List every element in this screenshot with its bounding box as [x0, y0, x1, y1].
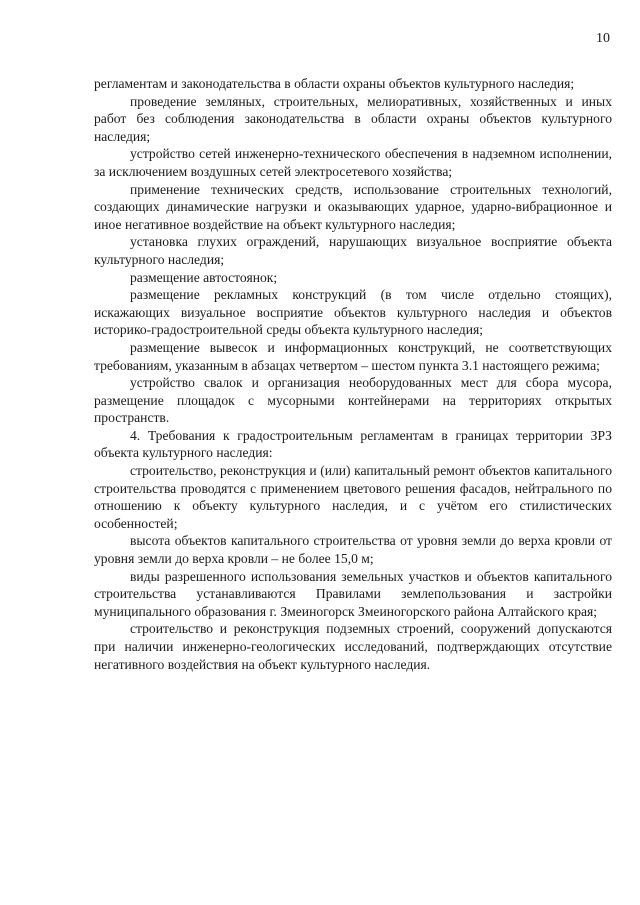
paragraph-engineering-networks: устройство сетей инженерно-технического обеспечения в надземном исполнении, за исключением воздушных сетей электросетевого хозяйства;	[94, 146, 612, 179]
page-number: 10	[596, 31, 610, 46]
paragraph-height-limit: высота объектов капитального строительства от уровня земли до верха кровли от уровня земли до верха кровли – не более 15,0 м;	[94, 533, 612, 567]
document-body	[94, 75, 612, 673]
paragraph-underground: строительство и реконструкция подземных строений, сооружений допускаются при наличии инженерно-геологических исследований, подтверждающих отсутствие негативного воздействия на объект культурного наследия.	[94, 621, 612, 672]
paragraph-construction: строительство, реконструкция и (или) капитальный ремонт объектов капитального строительства проводятся с применением цветового решения фасадов, нейтрального по отношению к объекту культурного наследия, и с учётом его стилистических особенностей;	[94, 463, 612, 531]
paragraph-technical-means: применение технических средств, использование строительных технологий, создающих динамические нагрузки и оказывающих ударное, ударно-вибрационное и иное негативное воздействие на объект культурного наследия;	[94, 181, 612, 232]
paragraph-land-use: виды разрешенного использования земельных участков и объектов капитального строительства устанавливаются Правилами землепользования и застройки муниципального образования г. Змеиногорск Змеиногорского района Алтайского края;	[94, 568, 612, 619]
paragraph-advertising: размещение рекламных конструкций (в том числе отдельно стоящих), искажающих визуальное восприятие объектов культурного наследия и объектов историко-градостроительной среды объекта культурного наследия;	[94, 287, 612, 338]
paragraph-continuation: регламентам и законодательства в области охраны объектов культурного наследия;	[94, 76, 575, 91]
paragraph-fences: установка глухих ограждений, нарушающих визуальное восприятие объекта культурного наследия;	[94, 234, 612, 267]
section-4-heading: 4. Требования к градостроительным регламентам в границах территории ЗРЗ объекта культурного наследия:	[94, 427, 612, 461]
paragraph-dumps: устройство свалок и организация необорудованных мест для сбора мусора, размещение площадок с мусорными контейнерами на территориях открытых пространств.	[94, 375, 612, 426]
paragraph-earthworks: проведение земляных, строительных, мелиоративных, хозяйственных и иных работ без соблюдения законодательства в области охраны объектов культурного наследия;	[94, 93, 612, 144]
paragraph-signage: размещение вывесок и информационных конструкций, не соответствующих требованиям, указанным в абзацах четвертом – шестом пункта 3.1 настоящего режима;	[94, 339, 612, 373]
paragraph-parking: размещение автостоянок;	[130, 269, 278, 285]
